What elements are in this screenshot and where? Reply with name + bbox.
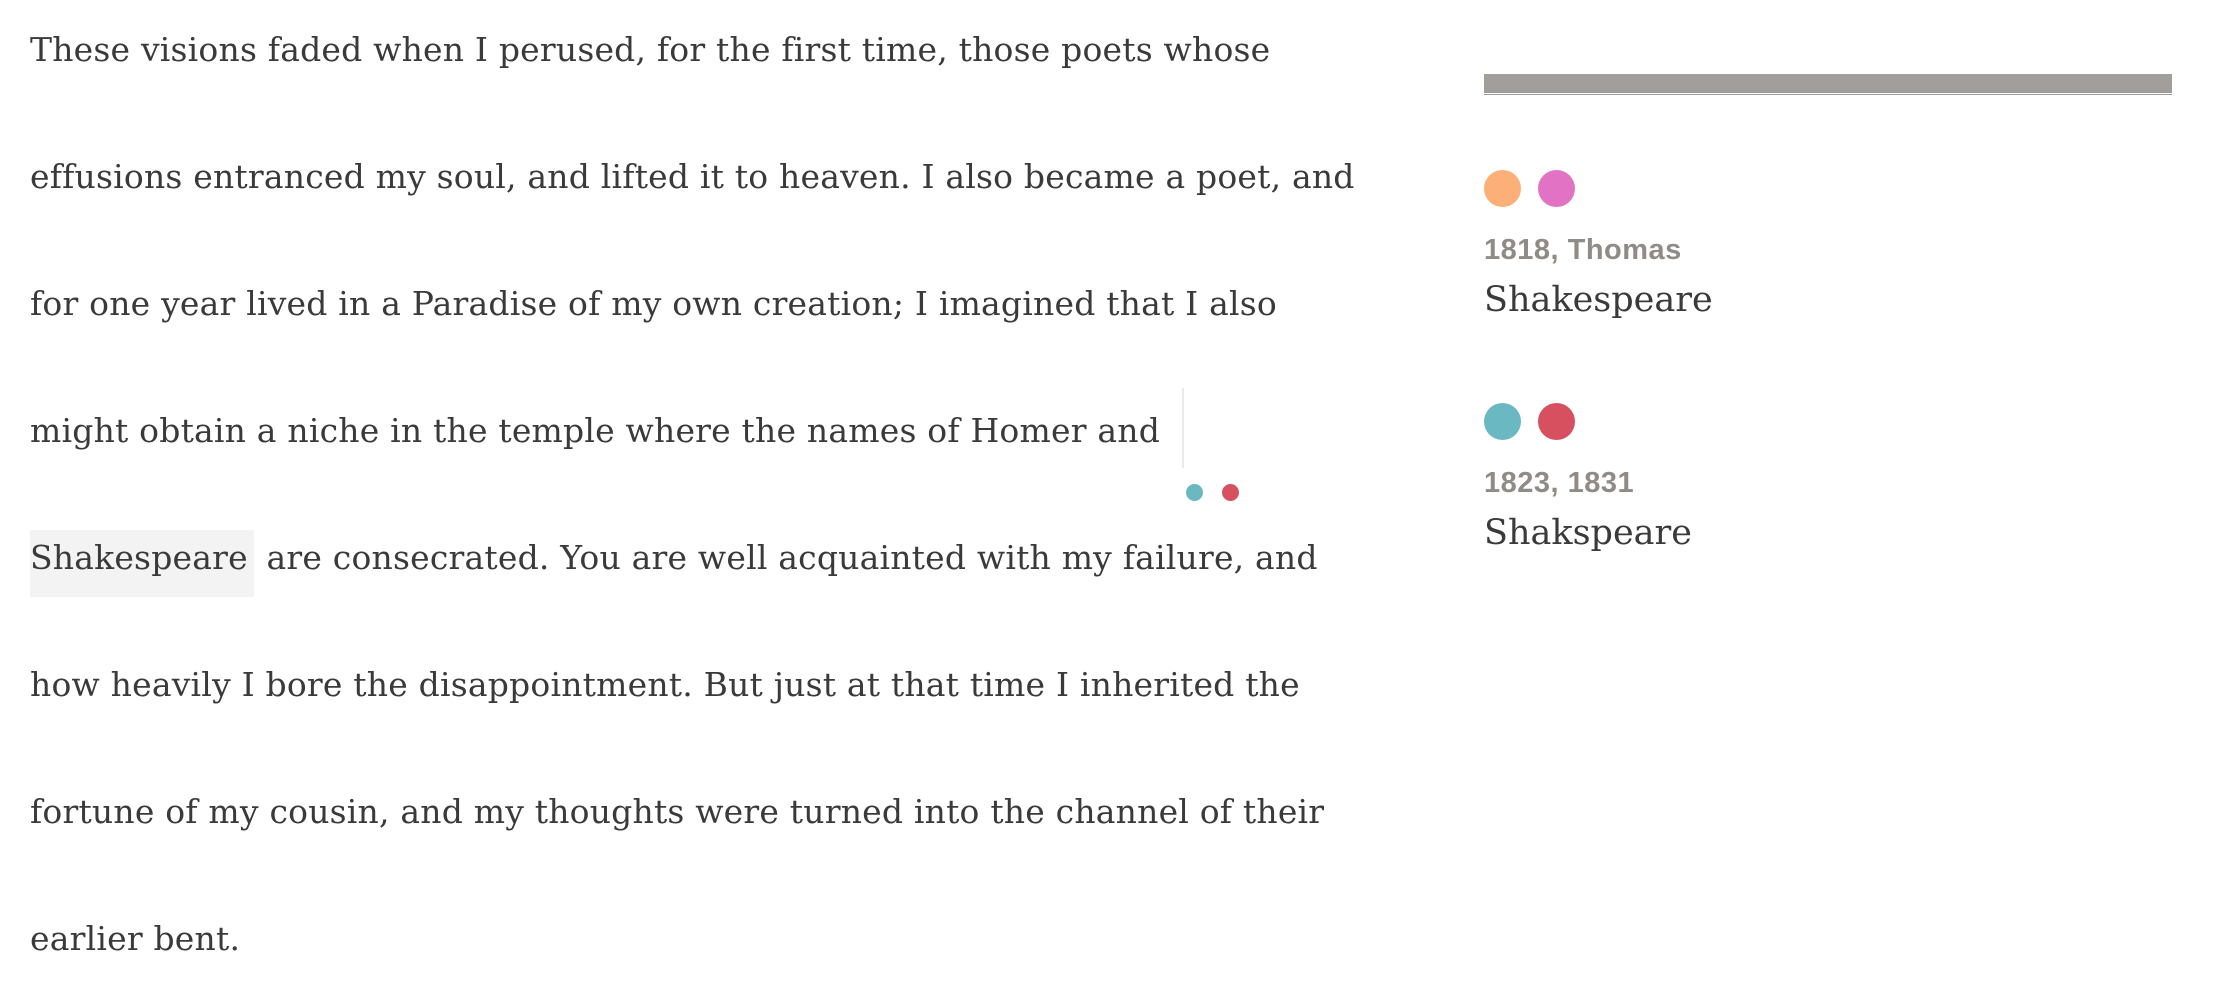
passage-line-5-rest: are consecrated. You are well acquainted with my failure, and xyxy=(266,538,1318,577)
passage-line-3: for one year lived in a Paradise of my own creation; I imagined that I also xyxy=(30,284,1277,323)
passage-line-5 xyxy=(30,538,1318,577)
highlighted-variant-word[interactable]: Shakespeare xyxy=(30,530,254,597)
panel-header-bar-fill xyxy=(1484,74,2172,92)
passage-line-7: fortune of my cousin, and my thoughts were turned into the channel of their xyxy=(30,792,1325,831)
panel-header-bar xyxy=(1484,74,2172,95)
variant-entry-1-editions: 1818, Thomas xyxy=(1484,234,1682,266)
passage-line-2: effusions entranced my soul, and lifted it to heaven. I also became a poet, and xyxy=(30,157,1355,196)
edition-dot-teal xyxy=(1484,403,1521,440)
passage-line-4: might obtain a niche in the temple where the names of Homer and xyxy=(30,411,1161,450)
inline-variant-dot-teal[interactable] xyxy=(1186,484,1203,501)
edition-dot-orange xyxy=(1484,170,1521,207)
text-cursor xyxy=(1182,388,1184,468)
variant-entry-2-editions: 1823, 1831 xyxy=(1484,467,1635,499)
passage-line-6: how heavily I bore the disappointment. But just at that time I inherited the xyxy=(30,665,1300,704)
passage-line-1: These visions faded when I perused, for the first time, those poets whose xyxy=(30,30,1271,69)
edition-dot-red xyxy=(1538,403,1575,440)
edition-dot-pink xyxy=(1538,170,1575,207)
inline-variant-dot-red[interactable] xyxy=(1222,484,1239,501)
variant-entry-2-word: Shakspeare xyxy=(1484,513,1692,553)
passage-line-8: earlier bent. xyxy=(30,919,241,958)
variant-entry-1-word: Shakespeare xyxy=(1484,280,1713,320)
